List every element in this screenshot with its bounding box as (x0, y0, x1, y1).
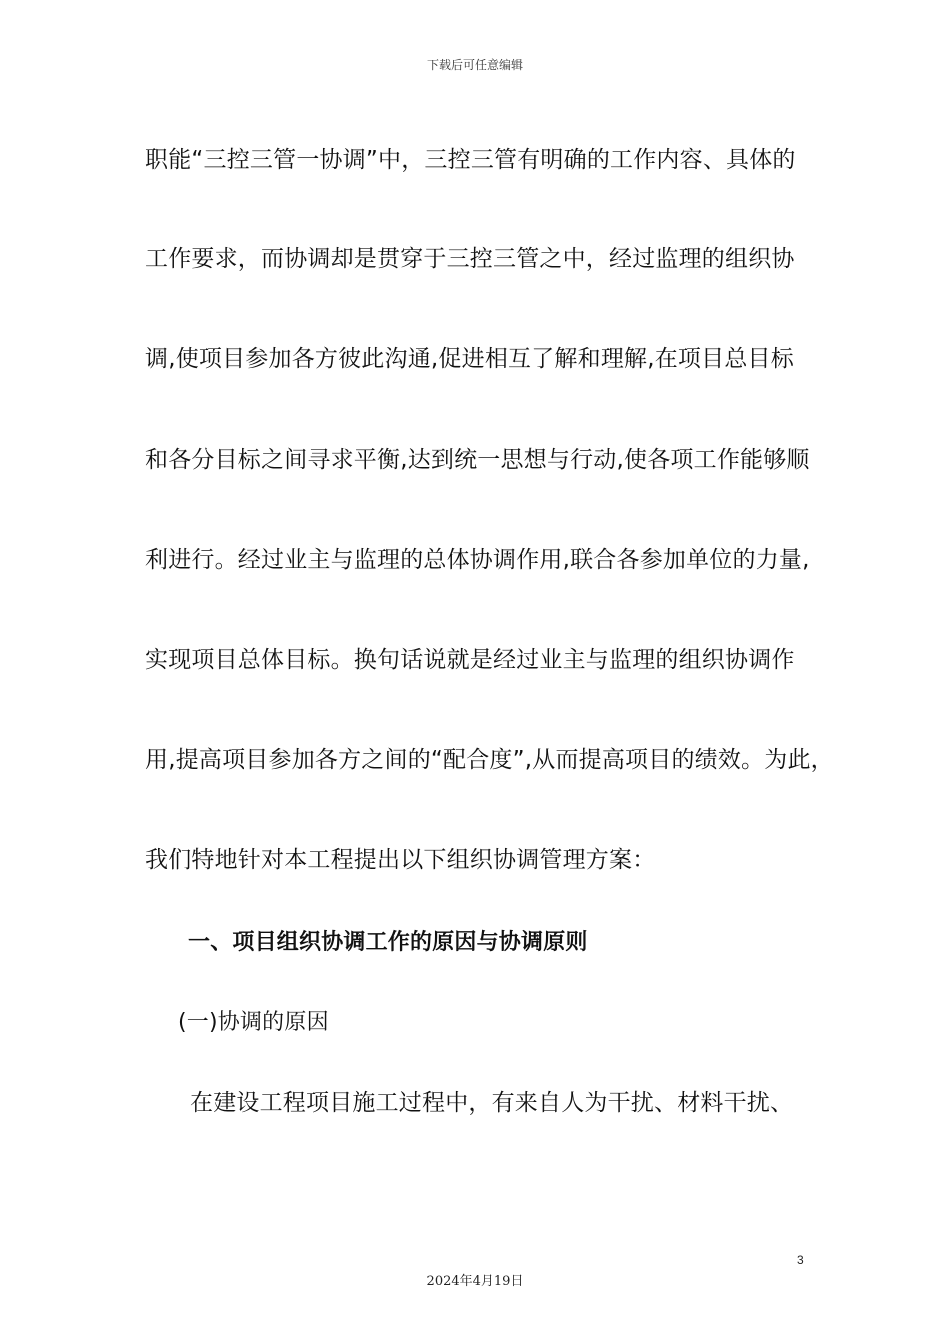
header-note: 下载后可任意编辑 (426, 58, 523, 72)
page-number: 3 (797, 1253, 804, 1267)
body-line-8: 我们特地针对本工程提出以下组织协调管理方案： (145, 847, 656, 873)
subsection-heading: (一)协调的原因 (178, 1010, 329, 1035)
paragraph-start-line: 在建设工程项目施工过程中，有来自人为干扰、材料干扰、 (190, 1090, 794, 1116)
body-line-3: 调,使项目参加各方彼此沟通,促进相互了解和理解,在项目总目标 (145, 346, 794, 372)
body-line-4: 和各分目标之间寻求平衡,达到统一思想与行动,使各项工作能够顺 (145, 447, 810, 473)
body-line-6: 实现项目总体目标。换句话说就是经过业主与监理的组织协调作 (145, 647, 795, 673)
body-line-5: 利进行。经过业主与监理的总体协调作用,联合各参加单位的力量, (145, 547, 810, 573)
body-line-1: 职能“三控三管一协调”中，三控三管有明确的工作内容、具体的 (145, 147, 796, 173)
section-heading: 一、项目组织协调工作的原因与协调原则 (188, 930, 588, 955)
footer-date: 2024年4月19日 (426, 1274, 524, 1289)
body-line-2: 工作要求，而协调却是贯穿于三控三管之中，经过监理的组织协 (145, 246, 795, 272)
body-line-7: 用,提高项目参加各方之间的“配合度”,从而提高项目的绩效。为此， (145, 747, 834, 773)
